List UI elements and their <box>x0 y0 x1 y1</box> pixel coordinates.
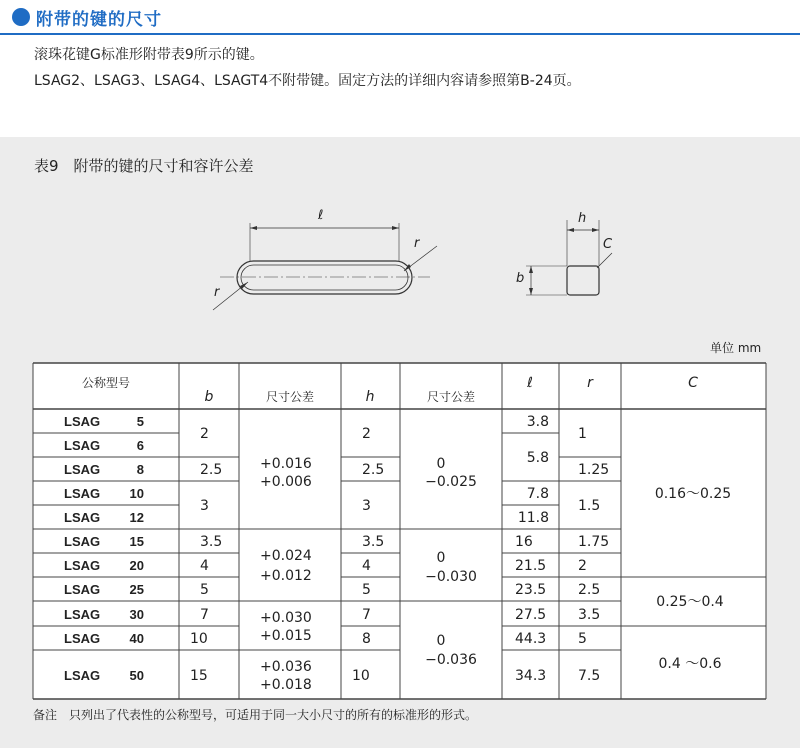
header-tol-b: 尺寸公差 <box>265 390 315 404</box>
r-value: 5 <box>578 631 587 647</box>
b-value: 15 <box>190 668 208 684</box>
r-value: 1 <box>578 426 587 442</box>
l-value: 27.5 <box>515 607 547 623</box>
model-name: LSAG <box>64 438 101 453</box>
l-value: 5.8 <box>526 450 549 466</box>
r-value: 1.75 <box>578 534 610 550</box>
intro-line-1: 滚珠花键G标准形附带表9所示的键。 <box>34 47 264 63</box>
model-size: 8 <box>136 462 144 477</box>
model-size: 6 <box>136 438 144 453</box>
model-name: LSAG <box>64 414 101 429</box>
b-value: 5 <box>200 582 209 598</box>
tol-b-lower: +0.006 <box>260 474 312 490</box>
h-value: 4 <box>362 558 371 574</box>
tol-b-lower: +0.012 <box>260 568 312 584</box>
r-value: 2.5 <box>578 582 601 598</box>
model-size: 30 <box>129 607 144 622</box>
tol-h-lower: −0.036 <box>425 652 477 668</box>
unit-label: 单位 mm <box>710 341 762 355</box>
b-value: 4 <box>200 558 209 574</box>
b-value: 7 <box>200 607 209 623</box>
r-value: 2 <box>578 558 587 574</box>
model-name: LSAG <box>64 510 101 525</box>
tol-h-lower: −0.025 <box>425 474 477 490</box>
l-value: 16 <box>515 534 533 550</box>
model-name: LSAG <box>64 607 101 622</box>
dim-h-label: h <box>578 211 587 226</box>
b-value: 10 <box>190 631 208 647</box>
r-value: 3.5 <box>578 607 601 623</box>
tol-h-lower: −0.030 <box>425 569 477 585</box>
dim-r-label-right: r <box>414 236 420 251</box>
tol-h-upper: 0 <box>436 633 446 649</box>
dim-b-label: b <box>516 271 525 286</box>
model-name: LSAG <box>64 534 101 549</box>
model-size: 5 <box>136 414 144 429</box>
intro-line-2: LSAG2、LSAG3、LSAG4、LSAGT4不附带键。固定方法的详细内容请参照第B-24页。 <box>34 73 581 89</box>
r-value: 7.5 <box>578 668 601 684</box>
header-c: C <box>688 375 698 391</box>
table-title: 表9 附带的键的尺寸和容许公差 <box>34 157 254 175</box>
header-tol-h: 尺寸公差 <box>426 390 476 404</box>
h-value: 10 <box>352 668 370 684</box>
h-value: 2.5 <box>362 462 385 478</box>
model-name: LSAG <box>64 558 101 573</box>
r-value: 1.25 <box>578 462 610 478</box>
b-value: 3 <box>200 498 209 514</box>
tol-b-upper: +0.030 <box>260 610 312 626</box>
model-size: 40 <box>129 631 144 646</box>
section-title: 附带的键的尺寸 <box>36 10 162 30</box>
model-size: 12 <box>129 510 144 525</box>
dim-c-label: C <box>603 237 613 252</box>
model-size: 50 <box>129 668 144 683</box>
tol-b-lower: +0.015 <box>260 628 312 644</box>
header-h: h <box>365 389 375 405</box>
l-value: 23.5 <box>515 582 547 598</box>
l-value: 3.8 <box>526 414 549 430</box>
b-value: 3.5 <box>200 534 223 550</box>
l-value: 11.8 <box>517 510 549 526</box>
h-value: 2 <box>362 426 371 442</box>
model-name: LSAG <box>64 668 101 683</box>
c-value: 0.4 〜0.6 <box>658 656 722 672</box>
model-size: 10 <box>129 486 144 501</box>
b-value: 2 <box>200 426 209 442</box>
header-l: ℓ <box>527 375 533 391</box>
h-value: 3 <box>362 498 371 514</box>
tol-h-upper: 0 <box>436 550 446 566</box>
header-b: b <box>204 389 214 405</box>
r-value: 1.5 <box>578 498 601 514</box>
dim-r-label-left: r <box>214 285 220 300</box>
model-size: 15 <box>129 534 144 549</box>
model-size: 25 <box>129 582 144 597</box>
model-name: LSAG <box>64 486 101 501</box>
c-value: 0.25〜0.4 <box>656 594 724 610</box>
tol-b-upper: +0.036 <box>260 659 312 675</box>
tol-b-upper: +0.024 <box>260 548 312 564</box>
header-r: r <box>587 375 593 391</box>
l-value: 21.5 <box>515 558 547 574</box>
model-name: LSAG <box>64 631 101 646</box>
model-name: LSAG <box>64 462 101 477</box>
dim-l-label: ℓ <box>318 208 324 223</box>
h-value: 3.5 <box>362 534 385 550</box>
tol-b-upper: +0.016 <box>260 456 312 472</box>
b-value: 2.5 <box>200 462 223 478</box>
header-model: 公称型号 <box>81 376 131 390</box>
h-value: 5 <box>362 582 371 598</box>
tol-b-lower: +0.018 <box>260 677 312 693</box>
model-size: 20 <box>129 558 144 573</box>
h-value: 8 <box>362 631 371 647</box>
model-name: LSAG <box>64 582 101 597</box>
table-note: 备注 只列出了代表性的公称型号，可适用于同一大小尺寸的所有的标准形的形式。 <box>33 708 478 722</box>
l-value: 44.3 <box>515 631 547 647</box>
h-value: 7 <box>362 607 371 623</box>
l-value: 34.3 <box>515 668 547 684</box>
tol-h-upper: 0 <box>436 456 446 472</box>
c-value: 0.16〜0.25 <box>654 486 732 502</box>
l-value: 7.8 <box>526 486 549 502</box>
